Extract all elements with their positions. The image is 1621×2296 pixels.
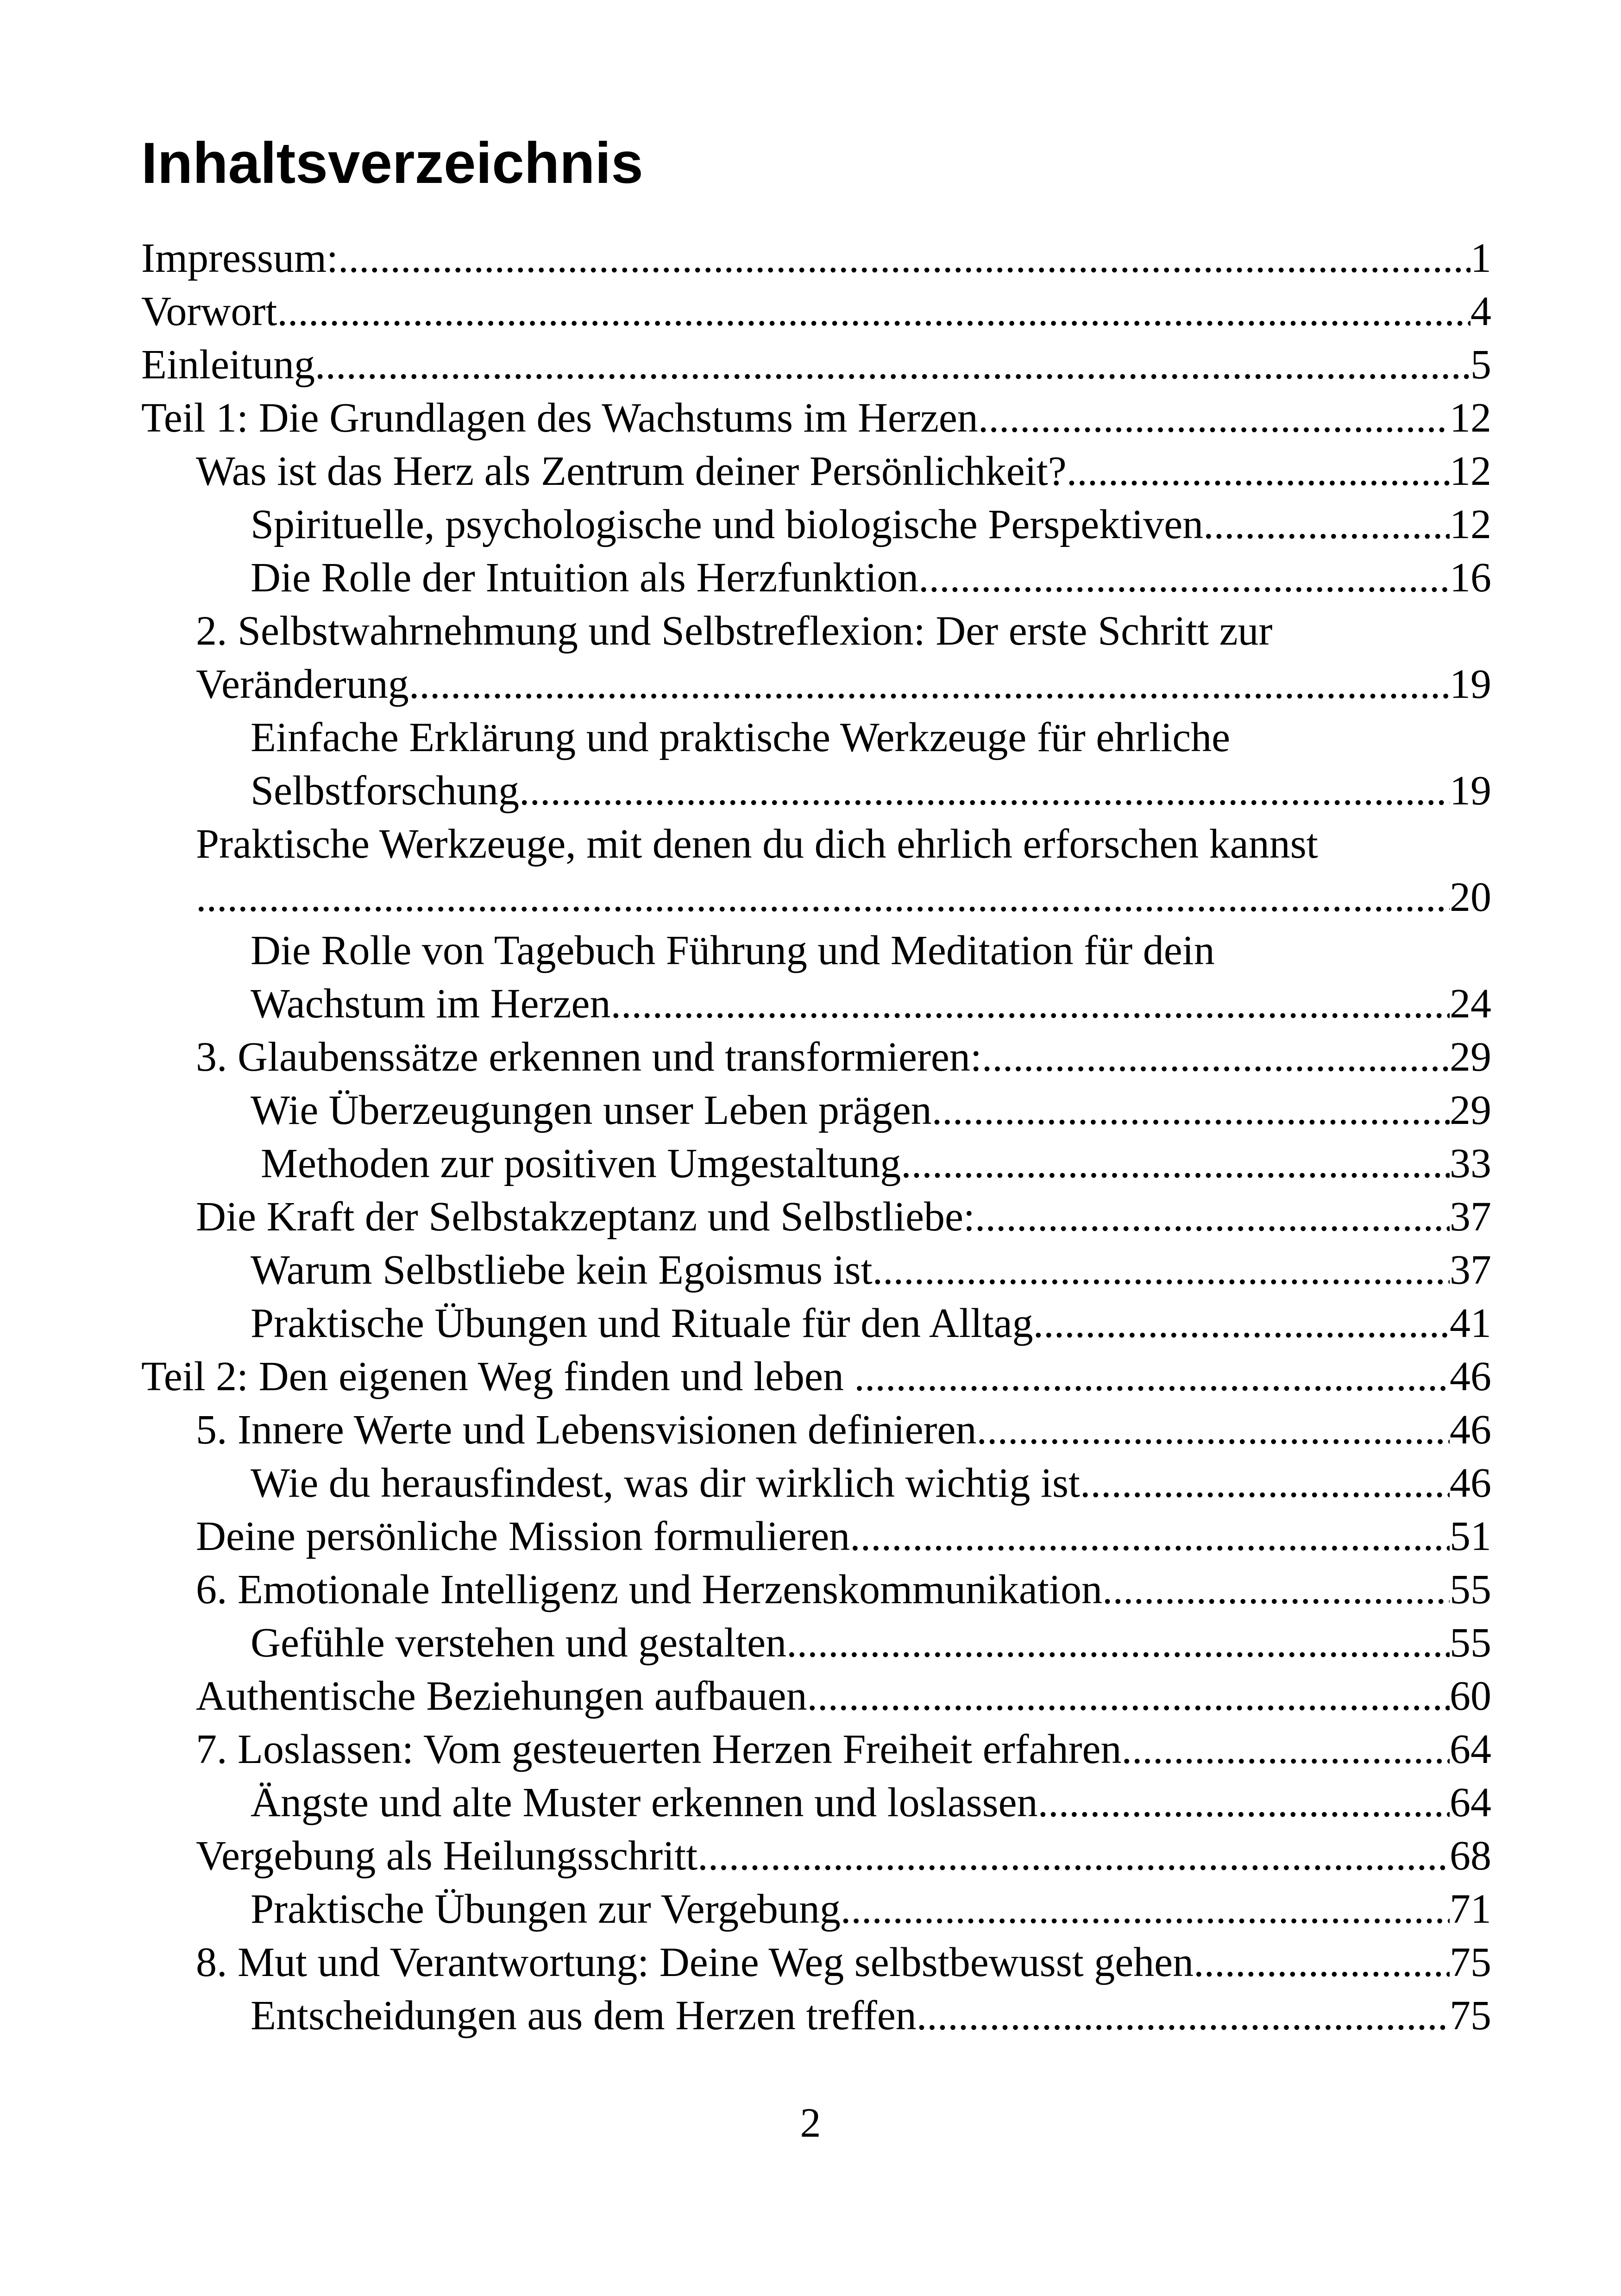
dot-leader bbox=[976, 1403, 1450, 1456]
dot-leader bbox=[1203, 498, 1450, 551]
dot-leader bbox=[873, 1243, 1450, 1297]
toc-entry-page: 46 bbox=[1450, 1354, 1491, 1399]
toc-entry-label: Die Rolle der Intuition als Herzfunktion bbox=[251, 555, 919, 601]
toc-entry bbox=[141, 1243, 1491, 1297]
toc-entry-page: 12 bbox=[1450, 502, 1491, 547]
toc-entry-page: 71 bbox=[1450, 1886, 1491, 1932]
toc-entry-label: Impressum: bbox=[141, 235, 338, 281]
toc-entry-first-line: 2. Selbstwahrnehmung und Selbstreflexion: Der erste Schritt zur bbox=[196, 608, 1273, 654]
toc-entry-label: Authentische Beziehungen aufbauen bbox=[196, 1673, 807, 1719]
dot-leader bbox=[901, 1137, 1450, 1190]
toc-entry-label: Was ist das Herz als Zentrum deiner Persönlichkeit? bbox=[196, 448, 1067, 494]
toc-entry bbox=[141, 1084, 1491, 1137]
toc-entry-label: Teil 1: Die Grundlagen des Wachstums im Herzen bbox=[141, 395, 978, 441]
toc-entry-label: Ängste und alte Muster erkennen und loslassen bbox=[251, 1780, 1038, 1826]
toc-entry-page: 29 bbox=[1450, 1034, 1491, 1080]
toc-entry bbox=[141, 1030, 1491, 1084]
dot-leader bbox=[932, 1084, 1450, 1137]
dot-leader bbox=[975, 1190, 1450, 1243]
toc-entry bbox=[141, 1563, 1491, 1616]
toc-entry-label: 7. Loslassen: Vom gesteuerten Herzen Freiheit erfahren bbox=[196, 1726, 1122, 1772]
toc-entry-first-line: Die Rolle von Tagebuch Führung und Meditation für dein bbox=[251, 928, 1215, 973]
dot-leader bbox=[1038, 1776, 1450, 1829]
toc-entry-page: 29 bbox=[1450, 1087, 1491, 1133]
toc-entry bbox=[141, 285, 1491, 338]
toc-entry-label: 8. Mut und Verantwortung: Deine Weg selbstbewusst gehen bbox=[196, 1939, 1194, 1985]
toc-entry-label: 3. Glaubenssätze erkennen und transformieren: bbox=[196, 1034, 982, 1080]
dot-leader bbox=[315, 338, 1470, 391]
toc-entry bbox=[141, 1190, 1491, 1243]
toc-entry-page: 75 bbox=[1450, 1939, 1491, 1985]
toc-entry-page: 24 bbox=[1450, 981, 1491, 1027]
toc-entry-page: 55 bbox=[1450, 1567, 1491, 1612]
dot-leader bbox=[1033, 1297, 1450, 1350]
dot-leader bbox=[917, 1989, 1450, 2042]
toc-entry-page: 4 bbox=[1470, 289, 1491, 334]
toc-entry-page: 12 bbox=[1450, 448, 1491, 494]
toc-entry-page: 33 bbox=[1450, 1141, 1491, 1186]
toc-entry bbox=[141, 1882, 1491, 1936]
toc-entry-page: 37 bbox=[1450, 1247, 1491, 1293]
toc-entry-label: Die Kraft der Selbstakzeptanz und Selbstliebe: bbox=[196, 1194, 975, 1240]
dot-leader bbox=[1102, 1563, 1450, 1616]
table-of-contents bbox=[141, 232, 1491, 2042]
toc-entry bbox=[141, 1989, 1491, 2042]
toc-entry-label: Warum Selbstliebe kein Egoismus ist bbox=[251, 1247, 873, 1293]
dot-leader bbox=[807, 1669, 1450, 1723]
toc-entry-page: 64 bbox=[1450, 1726, 1491, 1772]
toc-entry bbox=[141, 1776, 1491, 1829]
toc-entry-page: 64 bbox=[1450, 1780, 1491, 1826]
toc-entry-first-line: Praktische Werkzeuge, mit denen du dich ehrlich erforschen kannst bbox=[196, 821, 1318, 867]
toc-entry-label: 5. Innere Werte und Lebensvisionen definieren bbox=[196, 1407, 977, 1453]
dot-leader bbox=[610, 977, 1450, 1030]
toc-entry-page: 60 bbox=[1450, 1673, 1491, 1719]
toc-entry bbox=[141, 1350, 1491, 1403]
toc-entry-page: 16 bbox=[1450, 555, 1491, 601]
toc-entry-page: 19 bbox=[1450, 768, 1491, 814]
toc-entry-label: 6. Emotionale Intelligenz und Herzenskommunikation bbox=[196, 1567, 1103, 1612]
dot-leader bbox=[786, 1616, 1450, 1669]
toc-entry bbox=[141, 658, 1491, 711]
dot-leader bbox=[1122, 1723, 1450, 1776]
toc-entry-label: Teil 2: Den eigenen Weg finden und leben bbox=[141, 1354, 854, 1399]
toc-entry-page: 51 bbox=[1450, 1513, 1491, 1559]
dot-leader bbox=[1194, 1936, 1450, 1989]
toc-entry-label: Veränderung bbox=[196, 661, 409, 707]
toc-entry-page: 41 bbox=[1450, 1300, 1491, 1346]
dot-leader bbox=[1067, 445, 1450, 498]
toc-entry bbox=[141, 1456, 1491, 1510]
toc-entry-page: 12 bbox=[1450, 395, 1491, 441]
toc-entry-label: Spirituelle, psychologische und biologische Perspektiven bbox=[251, 502, 1204, 547]
toc-entry bbox=[141, 977, 1491, 1030]
dot-leader bbox=[850, 1510, 1450, 1563]
toc-entry bbox=[141, 232, 1491, 285]
toc-entry-label: Praktische Übungen und Rituale für den Alltag bbox=[251, 1300, 1033, 1346]
dot-leader bbox=[978, 391, 1450, 445]
toc-entry-page: 37 bbox=[1450, 1194, 1491, 1240]
toc-entry-label: Vorwort bbox=[141, 289, 277, 334]
dot-leader bbox=[697, 1829, 1450, 1882]
toc-entry-label: Selbstforschung bbox=[251, 768, 519, 814]
toc-entry-label: Praktische Übungen zur Vergebung bbox=[251, 1886, 841, 1932]
toc-entry-page: 19 bbox=[1450, 661, 1491, 707]
page-number: 2 bbox=[800, 2100, 821, 2146]
page-title: Inhaltsverzeichnis bbox=[141, 131, 643, 195]
toc-entry bbox=[141, 1510, 1491, 1563]
toc-entry bbox=[141, 445, 1491, 498]
toc-entry-page: 20 bbox=[1450, 874, 1491, 920]
toc-entry bbox=[141, 391, 1491, 445]
toc-entry bbox=[141, 1137, 1491, 1190]
toc-entry-page: 46 bbox=[1450, 1407, 1491, 1453]
dot-leader bbox=[1080, 1456, 1450, 1510]
dot-leader bbox=[409, 658, 1450, 711]
toc-entry-label: Deine persönliche Mission formulieren bbox=[196, 1513, 850, 1559]
toc-entry bbox=[141, 1297, 1491, 1350]
dot-leader bbox=[982, 1030, 1450, 1084]
dot-leader bbox=[519, 764, 1450, 817]
toc-entry-page: 1 bbox=[1470, 235, 1491, 281]
toc-entry-label: Entscheidungen aus dem Herzen treffen bbox=[251, 1993, 917, 2039]
toc-entry bbox=[141, 1403, 1491, 1456]
toc-entry-page: 46 bbox=[1450, 1460, 1491, 1506]
toc-entry bbox=[141, 871, 1491, 924]
toc-entry bbox=[141, 1936, 1491, 1989]
toc-entry bbox=[141, 338, 1491, 391]
toc-entry-label: Wachstum im Herzen bbox=[251, 981, 611, 1027]
toc-entry-first-line: Einfache Erklärung und praktische Werkzeuge für ehrliche bbox=[251, 715, 1231, 760]
dot-leader bbox=[338, 232, 1470, 285]
toc-entry-page: 55 bbox=[1450, 1620, 1491, 1666]
toc-entry-label: Wie du herausfindest, was dir wirklich wichtig ist bbox=[251, 1460, 1080, 1506]
toc-entry bbox=[141, 1829, 1491, 1882]
toc-entry-label: Vergebung als Heilungsschritt bbox=[196, 1833, 698, 1879]
toc-entry-label: Gefühle verstehen und gestalten bbox=[251, 1620, 787, 1666]
toc-entry bbox=[141, 498, 1491, 551]
dot-leader bbox=[918, 551, 1450, 604]
toc-entry bbox=[141, 1669, 1491, 1723]
toc-entry bbox=[141, 1616, 1491, 1669]
toc-entry bbox=[141, 551, 1491, 604]
toc-entry-label: Methoden zur positiven Umgestaltung bbox=[261, 1141, 901, 1186]
dot-leader bbox=[196, 871, 1450, 924]
dot-leader bbox=[841, 1882, 1450, 1936]
dot-leader bbox=[277, 285, 1470, 338]
toc-entry-label: Wie Überzeugungen unser Leben prägen bbox=[251, 1087, 932, 1133]
toc-entry bbox=[141, 764, 1491, 817]
dot-leader bbox=[854, 1350, 1450, 1403]
toc-entry-page: 75 bbox=[1450, 1993, 1491, 2039]
toc-entry-page: 68 bbox=[1450, 1833, 1491, 1879]
toc-entry-page: 5 bbox=[1470, 342, 1491, 388]
toc-entry-label: Einleitung bbox=[141, 342, 315, 388]
toc-entry bbox=[141, 1723, 1491, 1776]
